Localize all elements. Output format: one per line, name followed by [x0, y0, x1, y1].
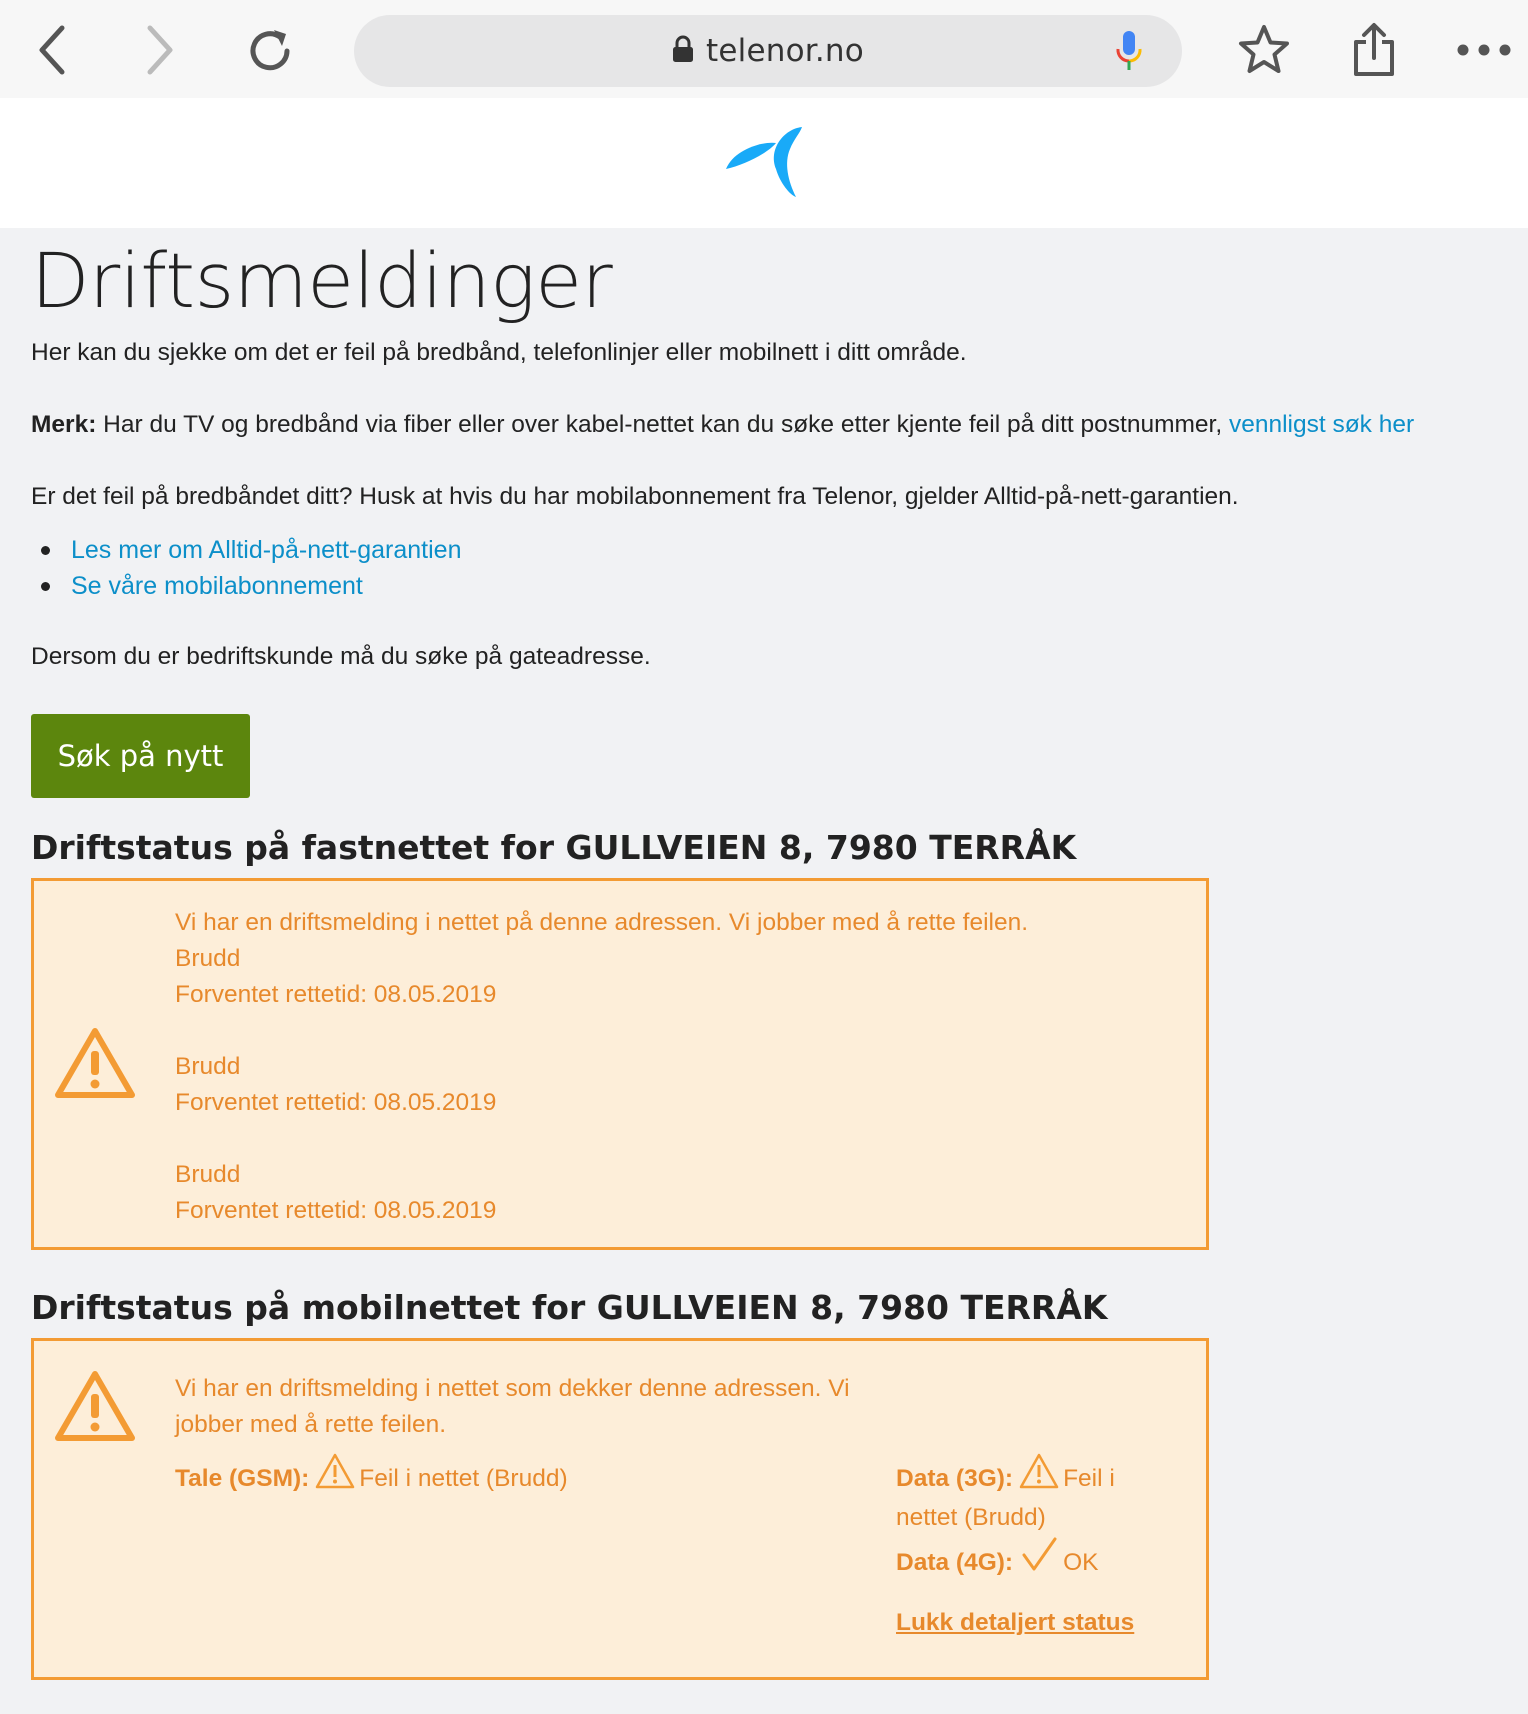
- url-text: telenor.no: [706, 33, 864, 69]
- reload-icon[interactable]: [240, 20, 300, 80]
- browser-toolbar: [0, 0, 1528, 98]
- data3g-status: [896, 1453, 1146, 1536]
- guarantee-text: Er det feil på bredbåndet ditt? Husk at hvis du har mobilabonnement fra Telenor, gjelder Alltid-på-nett-garantien.: [31, 483, 1239, 510]
- mobile-network-alert: [31, 1338, 1209, 1680]
- lock-icon: [672, 35, 694, 68]
- business-text: Dersom du er bedriftskunde må du søke på gateadresse.: [31, 643, 651, 670]
- fixed-alert-text: [175, 905, 1028, 1229]
- address-bar[interactable]: [354, 15, 1182, 87]
- list-item: [31, 532, 1511, 568]
- close-detailed-status-link[interactable]: Lukk detaljert status: [896, 1609, 1135, 1636]
- site-header: [0, 98, 1528, 228]
- fixed-alert-message: Vi har en driftsmelding i nettet på denne adressen. Vi jobber med å rette feilen.: [175, 909, 1029, 936]
- note-label: Merk:: [31, 411, 97, 438]
- telenor-logo-icon[interactable]: [724, 123, 804, 204]
- mobile-alert-message: Vi har en driftsmelding i nettet som dekker denne adressen. Vi jobber med å rette feilen.: [175, 1375, 850, 1438]
- back-icon[interactable]: [22, 20, 82, 80]
- share-icon[interactable]: [1344, 20, 1404, 80]
- gsm-status: [175, 1453, 568, 1500]
- fixed-network-alert: [31, 878, 1209, 1250]
- checkmark-icon: [1019, 1537, 1059, 1584]
- gsm-label: Tale (GSM):: [175, 1465, 310, 1492]
- guarantee-link[interactable]: Les mer om Alltid-på-nett-garantien: [71, 536, 462, 564]
- data3g-value: Feil i nettet (Brudd): [896, 1465, 1115, 1531]
- incident-eta: Forventet rettetid: 08.05.2019: [175, 1089, 497, 1116]
- mic-icon[interactable]: [1114, 29, 1144, 78]
- warning-icon: [315, 1453, 355, 1500]
- more-icon[interactable]: [1454, 20, 1514, 80]
- fixed-network-title: Driftstatus på fastnettet for GULLVEIEN 8, 7980 TERRÅK: [31, 828, 1077, 867]
- forward-icon[interactable]: [130, 20, 190, 80]
- data4g-label: Data (4G):: [896, 1549, 1014, 1576]
- incident-eta: Forventet rettetid: 08.05.2019: [175, 1197, 497, 1224]
- note-paragraph: [31, 408, 1511, 442]
- main-content: [31, 228, 1511, 1680]
- note-text: Har du TV og bredbånd via fiber eller over kabel-nettet kan du søke etter kjente feil på ditt postnummer,: [96, 411, 1229, 438]
- incident-type: Brudd: [175, 1161, 241, 1188]
- incident-type: Brudd: [175, 945, 241, 972]
- mobile-subscriptions-link[interactable]: Se våre mobilabonnement: [71, 572, 363, 600]
- warning-icon: [54, 1370, 136, 1447]
- data3g-label: Data (3G):: [896, 1465, 1014, 1492]
- warning-icon: [1019, 1453, 1059, 1500]
- warning-icon: [54, 1027, 136, 1104]
- mobile-network-title: Driftstatus på mobilnettet for GULLVEIEN 8, 7980 TERRÅK: [31, 1288, 1108, 1327]
- search-again-button[interactable]: Søk på nytt: [31, 714, 250, 798]
- gsm-value: Feil i nettet (Brudd): [359, 1465, 568, 1492]
- info-links-list: [31, 532, 1511, 604]
- data4g-status: [896, 1537, 1098, 1584]
- list-item: [31, 568, 1511, 604]
- intro-text: Her kan du sjekke om det er feil på bredbånd, telefonlinjer eller mobilnett i ditt område.: [31, 339, 967, 366]
- page-title: Driftsmeldinger: [31, 236, 613, 325]
- bookmark-star-icon[interactable]: [1234, 20, 1294, 80]
- data4g-value: OK: [1063, 1549, 1099, 1576]
- postcode-search-link[interactable]: vennligst søk her: [1228, 411, 1415, 438]
- incident-eta: Forventet rettetid: 08.05.2019: [175, 981, 497, 1008]
- incident-type: Brudd: [175, 1053, 241, 1080]
